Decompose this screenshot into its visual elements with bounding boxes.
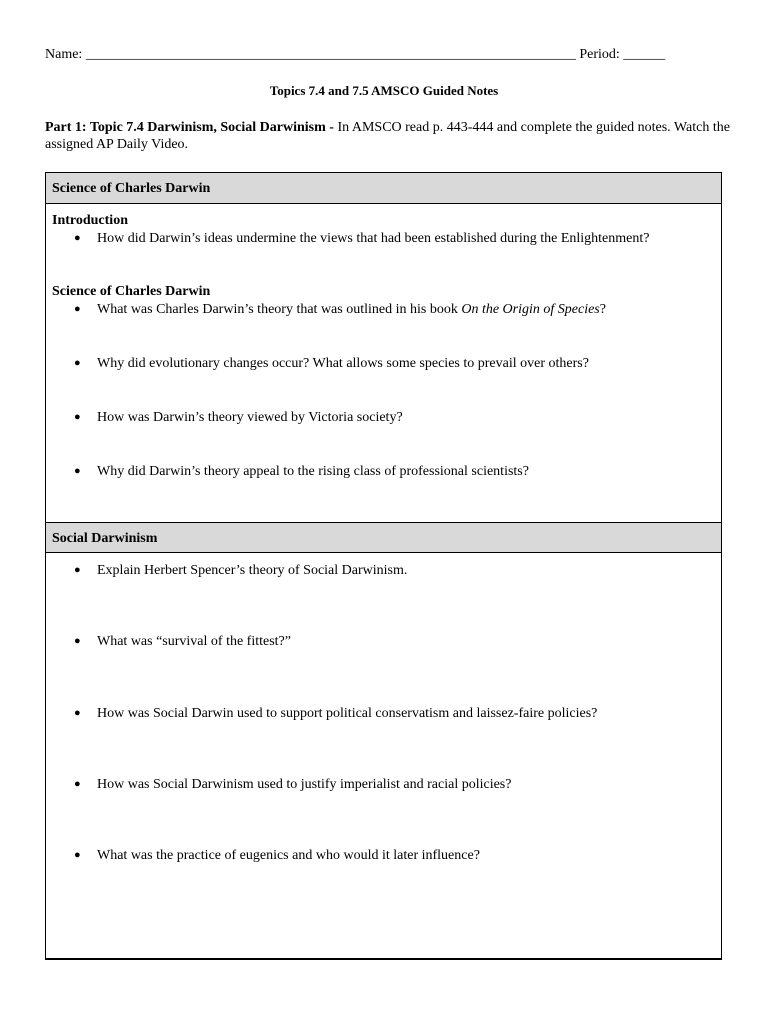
period-label: Period: — [579, 47, 620, 62]
bullet-icon: ● — [74, 707, 81, 719]
bullet-icon: ● — [74, 303, 81, 315]
question-text[interactable]: How was Social Darwinism used to justify imperialist and racial policies? — [97, 777, 512, 792]
subheading-introduction: Introduction — [52, 213, 128, 228]
name-period-line — [45, 47, 715, 63]
bullet-icon: ● — [74, 635, 81, 647]
bullet-icon: ● — [74, 232, 81, 244]
book-title: On the Origin of Species — [461, 302, 600, 317]
question-text[interactable]: How was Social Darwin used to support political conservatism and laissez-faire policies? — [97, 706, 598, 721]
question-text[interactable]: Why did evolutionary changes occur? What allows some species to prevail over others? — [97, 356, 589, 371]
part1-instructions — [45, 119, 730, 153]
question-text[interactable]: Why did Darwin’s theory appeal to the rising class of professional scientists? — [97, 464, 529, 479]
question-text[interactable]: What was “survival of the fittest?” — [97, 634, 291, 649]
subheading-science: Science of Charles Darwin — [52, 284, 211, 299]
question-lead: What was Charles Darwin’s theory that was outlined in his book — [97, 302, 462, 317]
page-title: Topics 7.4 and 7.5 AMSCO Guided Notes — [269, 83, 499, 98]
bullet-icon: ● — [74, 778, 81, 790]
section-header-social-darwinism: Social Darwinism — [46, 522, 721, 553]
name-field[interactable]: ______________________________________________________________________ — [85, 47, 576, 62]
bullet-icon: ● — [74, 357, 81, 369]
question-text[interactable]: What was the practice of eugenics and who would it later influence? — [97, 848, 480, 863]
part1-text: In AMSCO read p. 443-444 and complete the guided notes. Watch the assigned AP Daily Video. — [45, 120, 730, 152]
name-label: Name: — [45, 47, 83, 62]
bullet-icon: ● — [74, 564, 81, 576]
guided-notes-table — [45, 172, 722, 960]
question-text[interactable]: How was Darwin’s theory viewed by Victoria society? — [97, 410, 403, 425]
bullet-icon: ● — [74, 849, 81, 861]
bullet-icon: ● — [74, 411, 81, 423]
question-text[interactable]: How did Darwin’s ideas undermine the views that had been established during the Enlightenment? — [97, 231, 650, 246]
question-text[interactable] — [97, 301, 606, 318]
question-text[interactable]: Explain Herbert Spencer’s theory of Social Darwinism. — [97, 563, 408, 578]
section-header-science: Science of Charles Darwin — [46, 173, 721, 204]
part1-heading: Part 1: Topic 7.4 Darwinism, Social Darwinism - — [45, 120, 334, 135]
bullet-icon: ● — [74, 465, 81, 477]
period-field[interactable]: ______ — [623, 47, 666, 62]
question-suffix: ? — [599, 302, 606, 317]
